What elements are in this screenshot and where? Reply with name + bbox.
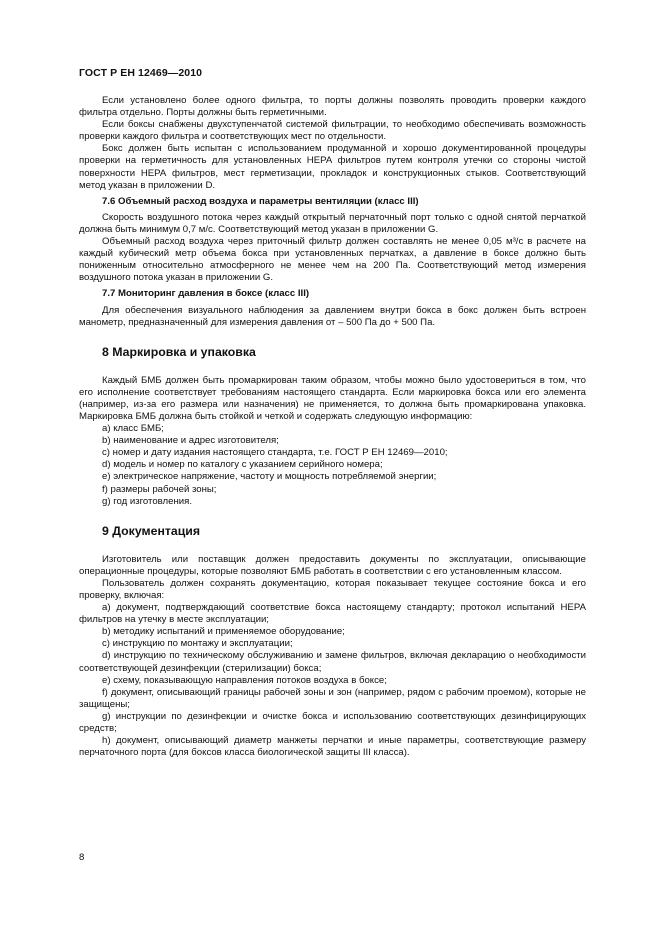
paragraph: Пользователь должен сохранять документацию, которая показывает текущее состояние бокса и его проверку, включая: (79, 577, 586, 601)
page-number: 8 (79, 852, 85, 863)
paragraph: Бокс должен быть испытан с использованием продуманной и хорошо документированной процедуры проверки на герметичность для установленных НЕРА фильтров путем контроля утечки со стороны чистой поверхности НЕРА фильтров, мест герметизации, прокладок и конструкционных стыков. Соответствующий метод указан в приложении D. (79, 143, 586, 191)
paragraph: Для обеспечения визуального наблюдения за давлением внутри бокса в бокс должен быть встроен манометр, предназначенный для измерения давления от – 500 Па до + 500 Па. (79, 304, 586, 328)
paragraph: Если боксы снабжены двухступенчатой системой фильтрации, то необходимо обеспечивать возможность проверки каждого фильтра и соответствующих мест по отдельности. (79, 119, 586, 143)
list-item: g) инструкции по дезинфекции и очистке бокса и использованию соответствующих дезинфицирующих средств; (79, 710, 586, 735)
list-item: e) электрическое напряжение, частоту и мощность потребляемой энергии; (102, 471, 437, 483)
list-item: e) схему, показывающую направления потоков воздуха в боксе; (102, 674, 387, 686)
list-item: b) методику испытаний и применяемое оборудование; (102, 626, 345, 638)
list-item: f) документ, описывающий границы рабочей зоны и зон (например, рядом с рабочим проемом), которые не защищены; (79, 686, 586, 710)
section-heading: 9 Документация (102, 523, 201, 538)
subsection-heading: 7.6 Объемный расход воздуха и параметры вентиляции (класс III) (102, 195, 419, 207)
paragraph: Скорость воздушного потока через каждый открытый перчаточный порт только с одной снятой перчаткой должна быть минимум 0,7 м/с. Соответствующий метод указан в приложении G. (79, 211, 586, 235)
list-item: a) класс БМБ; (102, 423, 164, 435)
document-header: ГОСТ Р ЕН 12469—2010 (79, 67, 203, 79)
list-item: a) документ, подтверждающий соответствие бокса настоящему стандарту; протокол испытаний НЕРА фильтров на утечку в месте эксплуатации; (79, 602, 586, 626)
subsection-heading: 7.7 Мониторинг давления в боксе (класс III) (102, 288, 310, 300)
paragraph: Каждый БМБ должен быть промаркирован таким образом, чтобы можно было удостовериться в том, что его исполнение соответствует требованиям настоящего стандарта. Если маркировка бокса или его элемента (например, из-за его размера или назначения) не применяется, то должна быть промаркирована упаковка. Маркировка БМБ должна быть стойкой и четкой и содержать следующую информацию: (79, 374, 586, 422)
paragraph: Изготовитель или поставщик должен предоставить документы по эксплуатации, описывающие операционные процедуры, которые позволяют БМБ работать в соответствии с его установленным классом. (79, 553, 586, 577)
paragraph: Объемный расход воздуха через приточный фильтр должен составлять не менее 0,05 м³/с в расчете на каждый кубический метр объема бокса при установленных перчатках, а давление в боксе должно быть пониженным относительно атмосферного не менее чем на 200 Па. Соответствующий метод измерения воздушного потока указан в приложении G. (79, 236, 586, 284)
section-heading: 8 Маркировка и упаковка (102, 344, 256, 359)
list-item: c) инструкцию по монтажу и эксплуатации; (102, 638, 293, 650)
list-item: d) модель и номер по каталогу с указанием серийного номера; (102, 459, 383, 471)
list-item: b) наименование и адрес изготовителя; (102, 435, 279, 447)
page-content (79, 95, 586, 759)
list-item: g) год изготовления. (102, 495, 192, 507)
list-item: c) номер и дату издания настоящего стандарта, т.е. ГОСТ Р ЕН 12469—2010; (102, 447, 448, 459)
list-item: f) размеры рабочей зоны; (102, 483, 217, 495)
list-item: h) документ, описывающий диаметр манжеты перчатки и иные параметры, соответствующие размеру перчаточного порта (для боксов класса биологической защиты III класса). (79, 735, 586, 759)
paragraph: Если установлено более одного фильтра, то порты должны позволять проводить проверки каждого фильтра отдельно. Порты должны быть герметичными. (79, 95, 586, 119)
list-item: d) инструкцию по техническому обслуживанию и замене фильтров, включая декларацию о необходимости соответствующей дезинфекции (стерилизации) бокса; (79, 650, 586, 674)
